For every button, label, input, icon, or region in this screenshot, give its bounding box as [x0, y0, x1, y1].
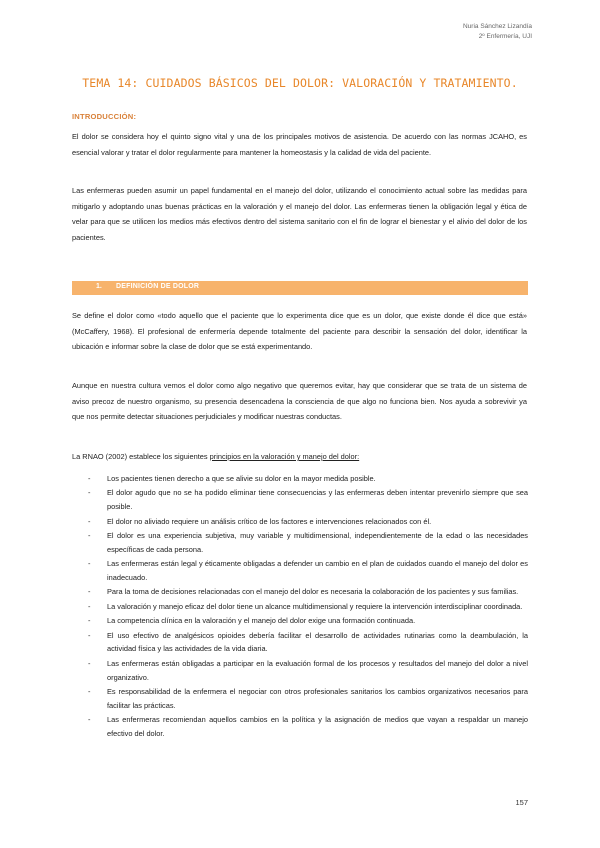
list-item: [88, 685, 528, 713]
list-item-text: Las enfermeras están legal y éticamente obligadas a defender un cambio en el plan de cuidados cuando el manejo del dolor es inadecuado.: [107, 559, 528, 582]
list-item: [88, 713, 528, 741]
list-item-text: Las enfermeras están obligadas a participar en la evaluación formal de los procesos y resultados del manejo del dolor a nivel organizativo.: [107, 658, 528, 682]
bullet-dash: -: [88, 601, 91, 611]
bullet-dash: -: [88, 658, 91, 668]
section-1-paragraph-2: Aunque en nuestra cultura vemos el dolor como algo negativo que queremos evitar, hay que considerar que se trata de un sistema de aviso precoz de nuestro organismo, su presencia desencadena la consciencia de que algo no funciona bien. Nos ayuda a sobrevivir ya que nos permite detectar situaciones perjudiciales y modificar nuestras conductas.: [72, 381, 527, 422]
page-header: [463, 22, 532, 42]
list-item: [88, 472, 528, 486]
principles-lead-text: La RNAO (2002) establece los siguientes: [72, 452, 210, 461]
section-1-heading: DEFINICIÓN DE DOLOR: [116, 283, 200, 290]
bullet-dash: -: [88, 630, 91, 640]
list-item: [88, 585, 528, 599]
principles-lead-link: principios en la valoración y manejo del dolor:: [209, 452, 360, 461]
list-item: [88, 529, 528, 557]
list-item: [88, 657, 528, 685]
list-item-text: El dolor no aliviado requiere un análisis crítico de los factores e intervenciones relacionados con él.: [107, 516, 432, 526]
list-item: [88, 614, 528, 628]
intro-paragraph-1: El dolor se considera hoy el quinto signo vital y una de los principales motivos de asistencia. De acuerdo con las normas JCAHO, es esencial valorar y tratar el dolor regularmente para mantener la homeostasis y la calidad de vida del paciente.: [72, 132, 527, 157]
bullet-dash: -: [88, 616, 91, 626]
page-number: 157: [515, 798, 528, 807]
bullet-dash: -: [88, 587, 91, 597]
list-item-text: El uso efectivo de analgésicos opioides debería facilitar el desarrollo de actividades rutinarias como la deambulación, la actividad física y las actividades de la vida diaria.: [107, 630, 528, 654]
list-item-text: La competencia clínica en la valoración y el manejo del dolor exige una formación continuada.: [107, 616, 416, 626]
list-item: [88, 629, 528, 657]
list-item-text: La valoración y manejo eficaz del dolor tiene un alcance multidimensional y requiere la intervención interdisciplinar coordinada.: [107, 601, 523, 611]
bullet-dash: -: [88, 559, 91, 569]
list-item: [88, 600, 528, 614]
header-author: Nuria Sánchez Lizandía: [462, 23, 532, 30]
section-1-paragraph-1: Se define el dolor como «todo aquello que el paciente que lo experimenta dice que es un dolor, que existe donde él dice que está» (McCaffery, 1968). El profesional de enfermería depende totalmente del paciente para describir la sensación del dolor, identificar la ubicación e informar sobre la clase de dolor que se está experimentando.: [72, 311, 527, 352]
bullet-dash: -: [88, 530, 91, 540]
list-item: [88, 486, 528, 514]
list-item-text: Es responsabilidad de la enfermera el negociar con otros profesionales sanitarios los cambios organizativos necesarios para facilitar las prácticas.: [107, 686, 528, 710]
principles-list: [88, 472, 528, 741]
list-item-text: Las enfermeras recomiendan aquellos cambios en la política y la asignación de medios que vayan a respaldar un manejo efectivo del dolor.: [107, 715, 528, 738]
section-1-number: 1.: [96, 283, 102, 290]
bullet-dash: -: [88, 488, 91, 498]
bullet-dash: -: [88, 516, 91, 526]
bullet-dash: -: [88, 474, 91, 483]
intro-paragraph-2: Las enfermeras pueden asumir un papel fundamental en el manejo del dolor, utilizando el conocimiento actual sobre las medidas para mitigarlo y adoptando unas buenas prácticas en la valoración y el manejo del dolor. Las enfermeras tienen la obligación legal y ética de velar para que se utilicen los medios más efectivos dentro del sistema sanitario con el fin de lograr el bienestar y el alivio del dolor de los pacientes.: [72, 186, 527, 242]
bullet-dash: -: [88, 715, 91, 725]
list-item-text: El dolor agudo que no se ha podido eliminar tiene consecuencias y las enfermeras deben intentar prevenirlo siempre que sea posible.: [107, 488, 528, 512]
principles-lead: [72, 452, 359, 461]
list-item-text: El dolor es una experiencia subjetiva, muy variable y multidimensional, independientemente de la edad o las necesidades específicas de cada persona.: [107, 530, 528, 554]
section-1-band: [72, 281, 528, 295]
list-item-text: Para la toma de decisiones relacionadas con el manejo del dolor es necesaria la colaboración de los pacientes y sus familias.: [107, 587, 519, 597]
document-title: TEMA 14: CUIDADOS BÁSICOS DEL DOLOR: VALORACIÓN Y TRATAMIENTO.: [82, 76, 518, 90]
list-item-text: Los pacientes tienen derecho a que se alivie su dolor en la mayor medida posible.: [107, 474, 376, 483]
header-course: 2º Enfermería, UJI: [478, 33, 532, 40]
intro-heading: INTRODUCCIÓN:: [72, 112, 137, 121]
list-item: [88, 557, 528, 585]
bullet-dash: -: [88, 686, 91, 696]
list-item: [88, 515, 528, 529]
